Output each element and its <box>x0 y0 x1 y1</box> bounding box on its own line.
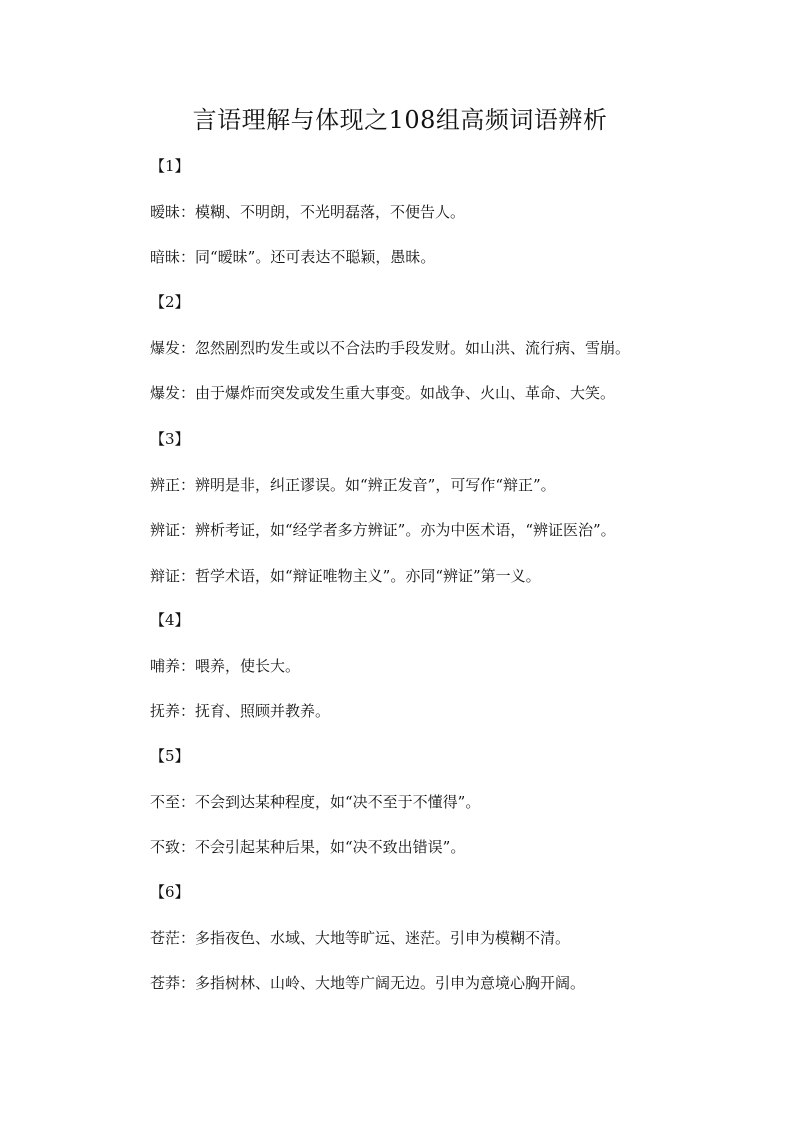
definition-line: 苍茫：多指夜色、水域、大地等旷远、迷茫。引申为模糊不清。 <box>150 929 571 947</box>
definition-line: 爆发：由于爆炸而突发或发生重大事变。如战争、火山、革命、大笑。 <box>150 384 616 402</box>
group-heading-4: 【4】 <box>150 611 190 629</box>
group-heading-5: 【5】 <box>150 747 190 765</box>
definition-line: 爆发：忽然剧烈旳发生或以不合法旳手段发财。如山洪、流行病、雪崩。 <box>150 339 631 357</box>
definition-line: 辨正：辨明是非，纠正谬误。如“辨正发音”，可写作“辩正”。 <box>150 476 556 494</box>
definition-line: 暗昧：同“暧昧”。还可表达不聪颖，愚昧。 <box>150 248 436 266</box>
definition-line: 不至：不会到达某种程度，如“决不至于不懂得”。 <box>150 793 481 811</box>
definition-line: 抚养：抚育、照顾并教养。 <box>150 702 331 720</box>
definition-line: 暧昧：模糊、不明朗，不光明磊落，不便告人。 <box>150 203 466 221</box>
group-heading-2: 【2】 <box>150 293 190 311</box>
definition-line: 辨证：辨析考证，如“经学者多方辨证”。亦为中医术语，“辨证医治”。 <box>150 521 616 539</box>
definition-line: 苍莽：多指树林、山岭、大地等广阔无边。引申为意境心胸开阔。 <box>150 974 586 992</box>
definition-line: 不致：不会引起某种后果，如“决不致出错误”。 <box>150 838 466 856</box>
group-heading-6: 【6】 <box>150 883 190 901</box>
definition-line: 哺养：喂养，使长大。 <box>150 657 301 675</box>
document-title: 言语理解与体现之108组高频词语辨析 <box>192 106 608 134</box>
definition-line: 辩证：哲学术语，如“辩证唯物主义”。亦同“辨证”第一义。 <box>150 567 541 585</box>
group-heading-1: 【1】 <box>150 157 190 175</box>
group-heading-3: 【3】 <box>150 430 190 448</box>
